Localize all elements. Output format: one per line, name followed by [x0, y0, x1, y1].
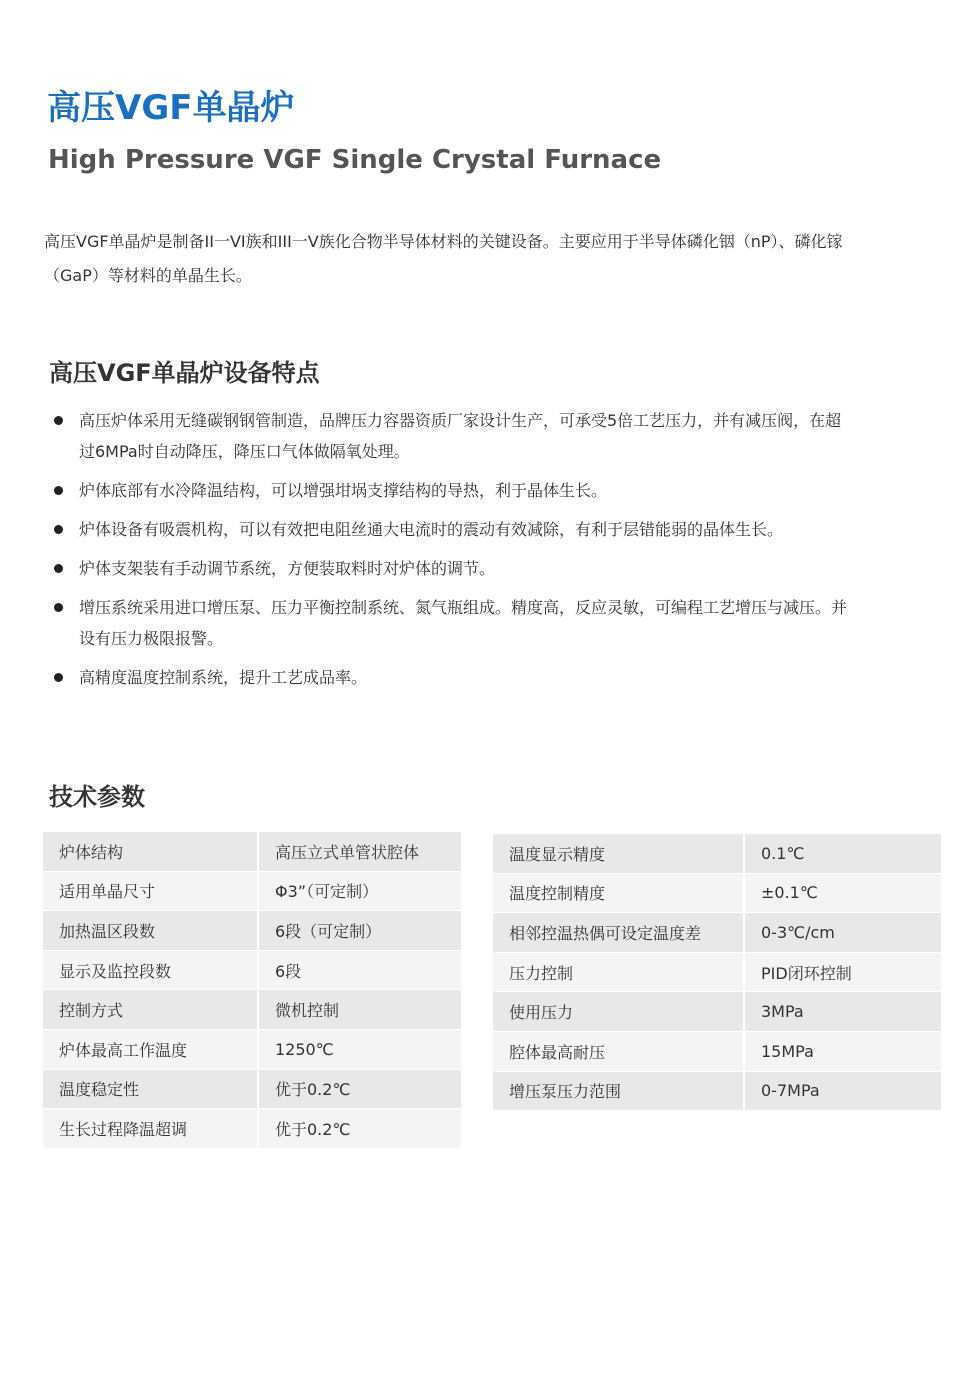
- bullet-icon: [54, 564, 63, 573]
- page-title: 高压VGF单晶炉: [47, 88, 295, 128]
- table-row: [493, 873, 941, 913]
- table-row: [43, 911, 461, 951]
- spec-value: 微机控制: [258, 990, 461, 1030]
- table-row: [43, 832, 461, 871]
- spec-label: 控制方式: [43, 990, 258, 1030]
- features-heading: 高压VGF单晶炉设备特点: [49, 359, 320, 387]
- feature-item: [50, 475, 850, 506]
- spec-value: 0-7MPa: [744, 1071, 941, 1111]
- spec-label: 腔体最高耐压: [493, 1031, 744, 1071]
- page-subtitle: High Pressure VGF Single Crystal Furnace: [48, 145, 662, 175]
- feature-text: 高压炉体采用无缝碳钢钢管制造，品牌压力容器资质厂家设计生产，可承受5倍工艺压力，并有减压阀，在超过6MPa时自动降压，降压口气体做隔氧处理。: [79, 411, 842, 461]
- spec-value: 优于0.2℃: [258, 1069, 461, 1109]
- bullet-icon: [54, 486, 63, 495]
- table-row: [43, 1029, 461, 1069]
- feature-item: [50, 592, 850, 654]
- table-row: [43, 950, 461, 990]
- spec-label: 压力控制: [493, 952, 744, 992]
- feature-item: [50, 662, 850, 693]
- spec-label: 温度控制精度: [493, 873, 744, 913]
- intro-paragraph: 高压VGF单晶炉是制备II一VI族和III一V族化合物半导体材料的关键设备。主要应用于半导体磷化铟（nP）、磷化镓（GaP）等材料的单晶生长。: [44, 232, 843, 285]
- spec-label: 加热温区段数: [43, 911, 258, 951]
- bullet-icon: [54, 603, 63, 612]
- feature-text: 炉体支架装有手动调节系统，方便装取料时对炉体的调节。: [79, 559, 496, 578]
- specs-heading: 技术参数: [49, 783, 145, 811]
- bullet-icon: [54, 416, 63, 425]
- bullet-icon: [54, 525, 63, 534]
- spec-label: 温度稳定性: [43, 1069, 258, 1109]
- spec-label: 增压泵压力范围: [493, 1071, 744, 1111]
- spec-value: 0-3℃/cm: [744, 913, 941, 953]
- feature-text: 增压系统采用进口增压泵、压力平衡控制系统、氮气瓶组成。精度高，反应灵敏，可编程工艺增压与减压。并设有压力极限报警。: [79, 598, 848, 648]
- spec-label: 适用单晶尺寸: [43, 871, 258, 911]
- spec-table-right: [493, 834, 941, 1111]
- bullet-icon: [54, 673, 63, 682]
- table-row: [43, 871, 461, 911]
- feature-item: [50, 553, 850, 584]
- spec-value: Φ3”（可定制）: [258, 871, 461, 911]
- spec-label: 使用压力: [493, 992, 744, 1032]
- table-row: [493, 1031, 941, 1071]
- spec-label: 相邻控温热偶可设定温度差: [493, 913, 744, 953]
- table-row: [493, 834, 941, 873]
- table-row: [43, 1109, 461, 1149]
- spec-value: 高压立式单管状腔体: [258, 832, 461, 871]
- feature-text: 炉体底部有水冷降温结构，可以增强坩埚支撑结构的导热，利于晶体生长。: [79, 481, 608, 500]
- spec-value: 6段（可定制）: [258, 911, 461, 951]
- spec-value: 3MPa: [744, 992, 941, 1032]
- spec-label: 温度显示精度: [493, 834, 744, 873]
- table-row: [43, 990, 461, 1030]
- spec-label: 生长过程降温超调: [43, 1109, 258, 1149]
- spec-label: 显示及监控段数: [43, 950, 258, 990]
- feature-item: [50, 405, 850, 467]
- spec-value: 6段: [258, 950, 461, 990]
- feature-item: [50, 514, 850, 545]
- spec-value: 0.1℃: [744, 834, 941, 873]
- table-row: [493, 913, 941, 953]
- spec-value: 15MPa: [744, 1031, 941, 1071]
- spec-value: ±0.1℃: [744, 873, 941, 913]
- spec-value: PID闭环控制: [744, 952, 941, 992]
- features-list: [50, 405, 850, 701]
- spec-value: 优于0.2℃: [258, 1109, 461, 1149]
- spec-table-left: [43, 832, 461, 1149]
- spec-label: 炉体最高工作温度: [43, 1029, 258, 1069]
- table-row: [493, 1071, 941, 1111]
- table-row: [43, 1069, 461, 1109]
- feature-text: 高精度温度控制系统，提升工艺成品率。: [79, 668, 368, 687]
- table-row: [493, 952, 941, 992]
- feature-text: 炉体设备有吸震机构，可以有效把电阻丝通大电流时的震动有效减除，有利于层错能弱的晶体生长。: [79, 520, 784, 539]
- table-row: [493, 992, 941, 1032]
- spec-label: 炉体结构: [43, 832, 258, 871]
- spec-value: 1250℃: [258, 1029, 461, 1069]
